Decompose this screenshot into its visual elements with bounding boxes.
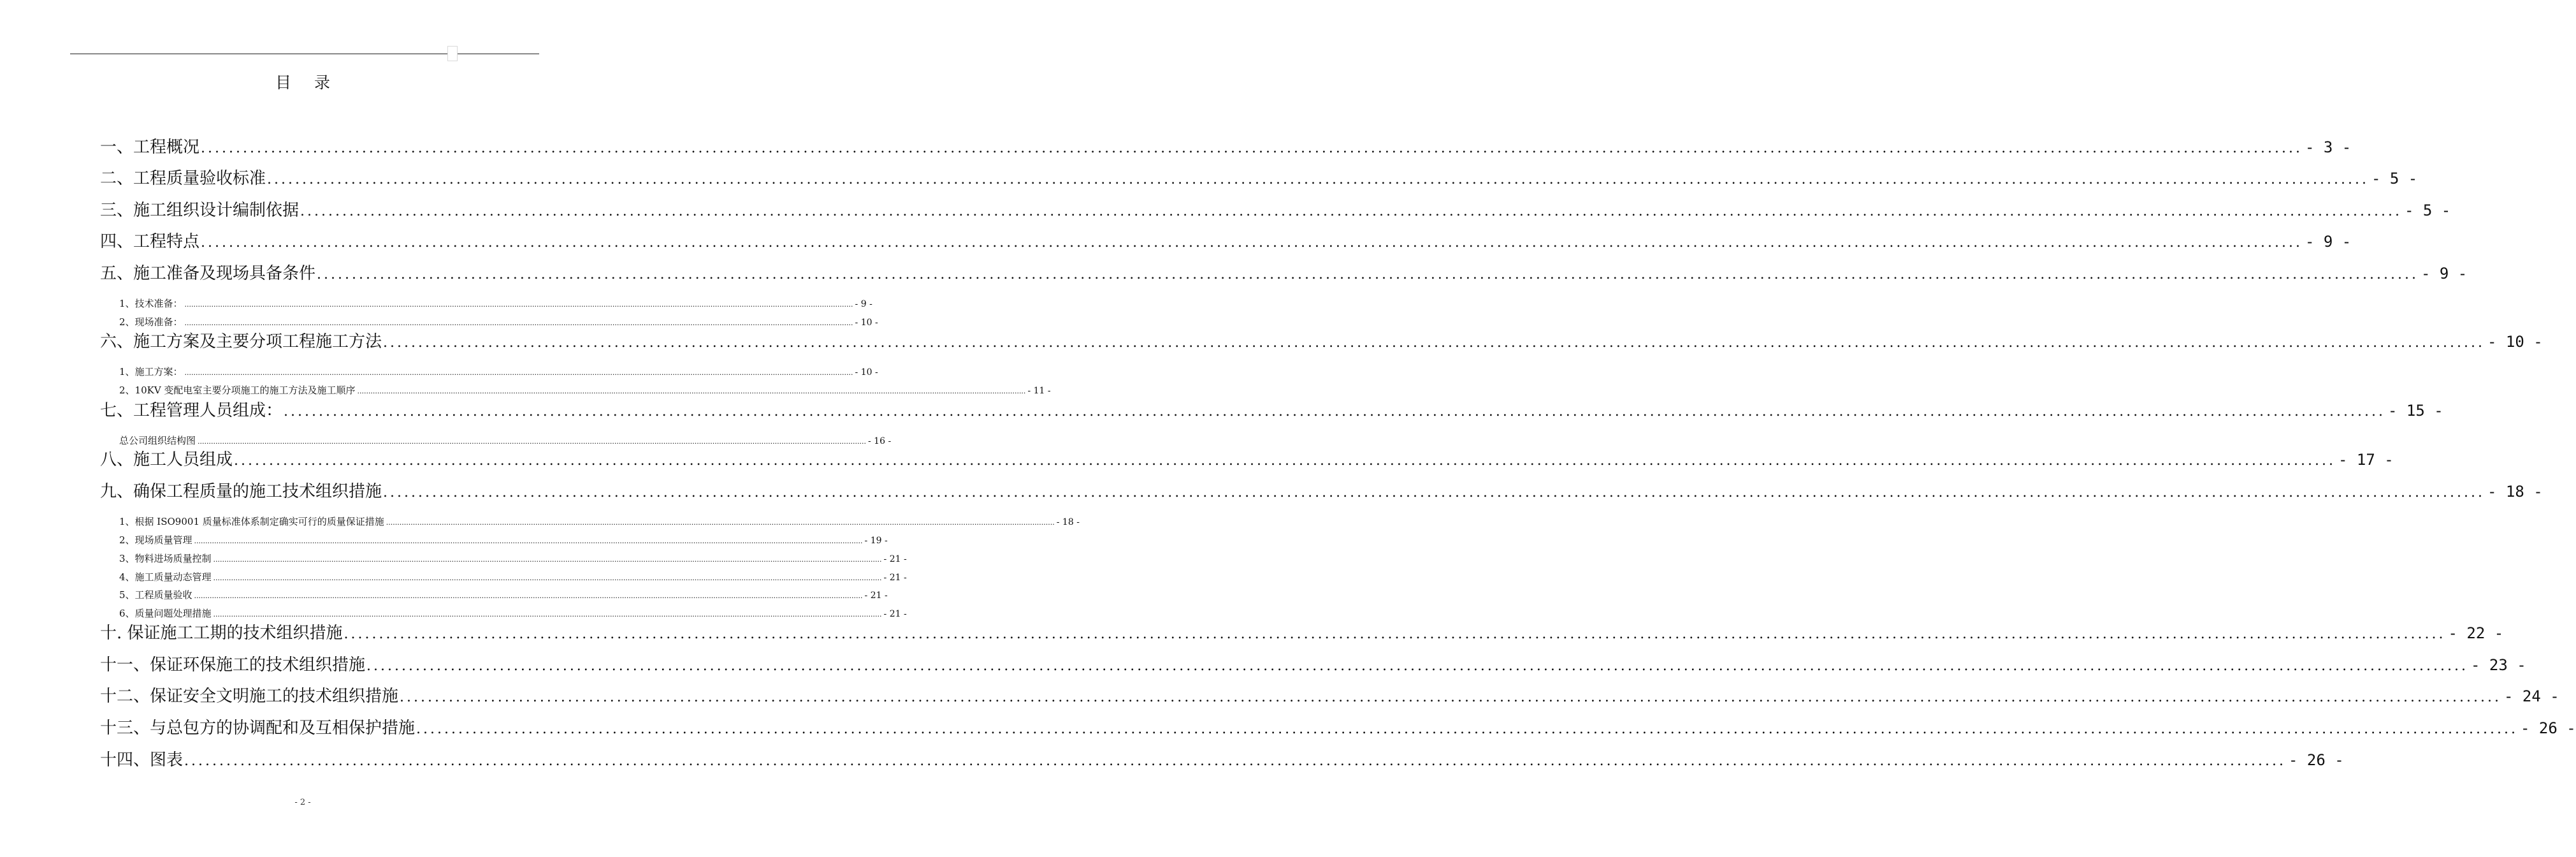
toc-entry[interactable] bbox=[100, 230, 2352, 254]
toc-entry[interactable] bbox=[100, 653, 2526, 677]
toc-entry-label: 6、质量问题处理措施 bbox=[119, 608, 212, 619]
dot-leader: ............................................................................................................................................................................................................................................................................................................ bbox=[234, 453, 2336, 469]
toc-entry-label: 十三、与总包方的协调配和及互相保护措施 bbox=[100, 719, 416, 738]
toc-entry-page: - 9 - bbox=[855, 299, 872, 309]
toc-entry[interactable] bbox=[100, 198, 2451, 223]
toc-entry-page: - 10 - bbox=[2487, 333, 2543, 351]
toc-entry-label: 1、施工方案： bbox=[119, 366, 183, 377]
toc-subentry[interactable] bbox=[119, 515, 1080, 529]
dot-leader: ............................................................................................................................................................................................................................................................................................................ bbox=[184, 753, 2286, 769]
toc-entry-page: - 17 - bbox=[2338, 451, 2394, 469]
dot-leader: ............................................................................................................................................................................................................................................................................................................ bbox=[213, 610, 882, 619]
dot-leader: ............................................................................................................................................................................................................................................................................................................ bbox=[201, 140, 2303, 156]
dot-leader: ............................................................................................................................................................................................................................................................................................................ bbox=[416, 721, 2518, 737]
toc-entry-label: 总公司组织结构图 bbox=[119, 435, 196, 446]
toc-entry-label: 1、根据 ISO9001 质量标准体系制定确实可行的质量保证措施 bbox=[119, 516, 384, 527]
dot-leader: ............................................................................................................................................................................................................................................................................................................ bbox=[213, 555, 882, 564]
dot-leader: ............................................................................................................................................................................................................................................................................................................ bbox=[201, 235, 2303, 251]
dot-leader: ............................................................................................................................................................................................................................................................................................................ bbox=[284, 404, 2385, 420]
toc-entry-label: 一、工程概况 bbox=[100, 138, 200, 157]
toc-entry-label: 二、工程质量验收标准 bbox=[100, 169, 266, 188]
toc-subentry[interactable] bbox=[119, 297, 872, 311]
toc-entry[interactable] bbox=[100, 261, 2468, 286]
dot-leader: ............................................................................................................................................................................................................................................................................................................ bbox=[400, 689, 2501, 705]
toc-entry-label: 十四、图表 bbox=[100, 751, 184, 770]
dot-leader: ............................................................................................................................................................................................................................................................................................................ bbox=[386, 518, 1055, 527]
toc-entry-label: 十一、保证环保施工的技术组织措施 bbox=[100, 656, 366, 675]
header-marker bbox=[447, 46, 458, 61]
dot-leader: ............................................................................................................................................................................................................................................................................................................ bbox=[383, 335, 2485, 351]
toc-entry-label: 1、技术准备： bbox=[119, 298, 183, 309]
toc-entry-label: 2、现场准备： bbox=[119, 316, 183, 328]
dot-leader: ............................................................................................................................................................................................................................................................................................................ bbox=[213, 574, 882, 582]
dot-leader: ............................................................................................................................................................................................................................................................................................................ bbox=[267, 172, 2369, 187]
toc-entry-label: 七、工程管理人员组成： bbox=[100, 401, 283, 420]
toc-entry-page: - 18 - bbox=[1056, 517, 1080, 527]
toc-entry[interactable] bbox=[100, 748, 2344, 772]
toc-entry-page: - 19 - bbox=[864, 536, 888, 546]
toc-entry[interactable] bbox=[100, 399, 2443, 423]
toc-entry[interactable] bbox=[100, 166, 2418, 191]
dot-leader: ............................................................................................................................................................................................................................................................................................................ bbox=[184, 319, 853, 327]
dot-leader: ............................................................................................................................................................................................................................................................................................................ bbox=[344, 626, 2446, 642]
toc-entry-page: - 22 - bbox=[2448, 624, 2504, 642]
toc-entry-page: - 21 - bbox=[883, 554, 907, 564]
dot-leader: ............................................................................................................................................................................................................................................................................................................ bbox=[317, 267, 2419, 282]
toc-entry-page: - 15 - bbox=[2387, 402, 2443, 420]
toc-entry-label: 六、施工方案及主要分项工程施工方法 bbox=[100, 332, 382, 351]
toc-entry-page: - 21 - bbox=[864, 590, 888, 601]
toc-entry-label: 2、现场质量管理 bbox=[119, 534, 192, 546]
toc-subentry[interactable] bbox=[119, 365, 878, 379]
toc-entry-page: - 26 - bbox=[2520, 719, 2576, 737]
dot-leader: ............................................................................................................................................................................................................................................................................................................ bbox=[300, 203, 2402, 219]
toc-entry-page: - 9 - bbox=[2420, 265, 2468, 282]
toc-entry-label: 十二、保证安全文明施工的技术组织措施 bbox=[100, 687, 399, 706]
toc-subentry[interactable] bbox=[119, 533, 888, 547]
toc-entry[interactable] bbox=[100, 684, 2559, 708]
toc-entry-page: - 3 - bbox=[2305, 138, 2352, 156]
toc-entry-label: 3、物料进场质量控制 bbox=[119, 553, 212, 564]
toc-subentry[interactable] bbox=[119, 315, 878, 329]
toc-entry-label: 5、工程质量验收 bbox=[119, 589, 192, 601]
toc-entry[interactable] bbox=[100, 135, 2352, 159]
toc-entry[interactable] bbox=[100, 480, 2543, 504]
toc-subentry[interactable] bbox=[119, 552, 907, 566]
toc-entry[interactable] bbox=[100, 448, 2394, 472]
toc-entry-page: - 5 - bbox=[2404, 201, 2451, 219]
toc-entry-page: - 21 - bbox=[883, 573, 907, 583]
toc-subentry[interactable] bbox=[119, 434, 892, 448]
toc-entry-page: - 5 - bbox=[2371, 170, 2418, 187]
toc-entry-page: - 21 - bbox=[883, 609, 907, 619]
dot-leader: ............................................................................................................................................................................................................................................................................................................ bbox=[357, 387, 1026, 395]
toc-entry-page: - 10 - bbox=[855, 367, 878, 377]
toc-entry[interactable] bbox=[100, 716, 2576, 740]
toc-entry-label: 2、10KV 变配电室主要分项施工的施工方法及施工顺序 bbox=[119, 385, 356, 396]
dot-leader: ............................................................................................................................................................................................................................................................................................................ bbox=[366, 658, 2468, 674]
toc-entry-label: 四、工程特点 bbox=[100, 232, 200, 251]
toc-subentry[interactable] bbox=[119, 383, 1051, 397]
toc-subentry[interactable] bbox=[119, 570, 907, 584]
toc-subentry[interactable] bbox=[119, 588, 888, 602]
toc-entry[interactable] bbox=[100, 621, 2504, 645]
toc-entry-page: - 9 - bbox=[2305, 233, 2352, 251]
dot-leader: ............................................................................................................................................................................................................................................................................................................ bbox=[198, 437, 866, 446]
toc-entry-label: 八、施工人员组成 bbox=[100, 450, 233, 469]
toc-entry-label: 五、施工准备及现场具备条件 bbox=[100, 264, 316, 283]
toc-entry-page: - 23 - bbox=[2470, 656, 2526, 674]
toc-entry-label: 4、施工质量动态管理 bbox=[119, 571, 212, 583]
toc-entry-page: - 10 - bbox=[855, 318, 878, 328]
dot-leader: ............................................................................................................................................................................................................................................................................................................ bbox=[184, 300, 853, 309]
dot-leader: ............................................................................................................................................................................................................................................................................................................ bbox=[194, 537, 863, 545]
toc-entry-label: 十. 保证施工工期的技术组织措施 bbox=[100, 624, 343, 643]
toc-subentry[interactable] bbox=[119, 606, 907, 620]
toc-entry-page: - 18 - bbox=[2487, 483, 2543, 501]
toc-entry-page: - 24 - bbox=[2503, 687, 2559, 705]
dot-leader: ............................................................................................................................................................................................................................................................................................................ bbox=[383, 485, 2485, 501]
toc-entry-page: - 11 - bbox=[1027, 386, 1051, 396]
toc-entry[interactable] bbox=[100, 330, 2543, 354]
dot-leader: ............................................................................................................................................................................................................................................................................................................ bbox=[184, 369, 853, 377]
page-number: - 2 - bbox=[294, 798, 311, 807]
toc-entry-label: 九、确保工程质量的施工技术组织措施 bbox=[100, 482, 382, 501]
toc-entry-page: - 26 - bbox=[2288, 751, 2344, 769]
toc-title: 目 录 bbox=[275, 73, 339, 92]
dot-leader: ............................................................................................................................................................................................................................................................................................................ bbox=[194, 592, 863, 600]
toc-entry-page: - 16 - bbox=[868, 436, 892, 446]
toc-entry-label: 三、施工组织设计编制依据 bbox=[100, 201, 300, 220]
